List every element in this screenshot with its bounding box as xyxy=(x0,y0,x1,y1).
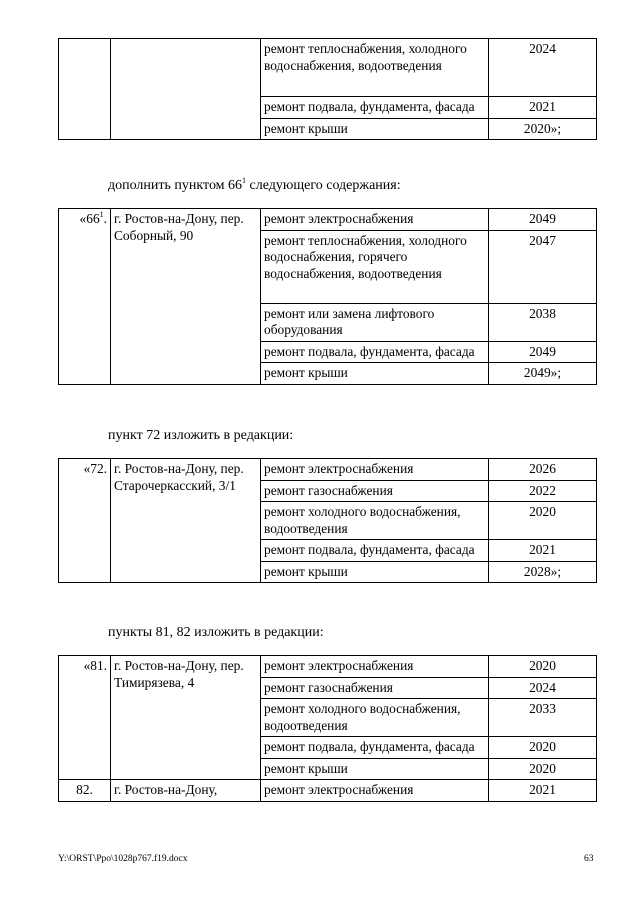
address-cell: г. Ростов-на-Дону, пер. Соборный, 90 xyxy=(111,209,261,385)
num-cell: «$66^1$. xyxy=(59,209,111,385)
work-cell: ремонт электроснабжения xyxy=(261,459,489,481)
address-cell xyxy=(111,39,261,140)
work-cell: ремонт газоснабжения xyxy=(261,677,489,699)
year-cell: 2021 xyxy=(489,97,597,119)
work-cell: ремонт электроснабжения xyxy=(261,209,489,231)
work-cell: ремонт теплоснабжения, холодного водоснабжения, водоотведения xyxy=(261,39,489,97)
paragraph-items-81-82: пункты 81, 82 изложить в редакции: xyxy=(108,625,324,640)
year-cell: 2020 xyxy=(489,502,597,540)
footer-file-path: Y:\ORST\Ppo\1028p767.f19.docx xyxy=(58,854,188,864)
table-row xyxy=(59,780,597,802)
year-cell: 2026 xyxy=(489,459,597,481)
year-cell: 2020 xyxy=(489,737,597,759)
work-cell: ремонт теплоснабжения, холодного водоснабжения, горячего водоснабжения, водоотведения xyxy=(261,230,489,303)
table-row xyxy=(59,459,597,481)
table-items-81-82 xyxy=(58,655,597,802)
table-row xyxy=(59,39,597,97)
work-cell: ремонт или замена лифтового оборудования xyxy=(261,303,489,341)
year-cell: 2049 xyxy=(489,209,597,231)
year-cell: 2021 xyxy=(489,780,597,802)
year-cell: 2020 xyxy=(489,656,597,678)
year-cell: 2028»; xyxy=(489,561,597,583)
num-cell: 82. xyxy=(59,780,111,802)
address-cell: г. Ростов-на-Дону, пер. Старочеркасский, 3/1 xyxy=(111,459,261,583)
work-cell: ремонт подвала, фундамента, фасада xyxy=(261,97,489,119)
year-cell: 2024 xyxy=(489,39,597,97)
address-cell: г. Ростов-на-Дону, xyxy=(111,780,261,802)
work-cell: ремонт подвала, фундамента, фасада xyxy=(261,540,489,562)
year-cell: 2033 xyxy=(489,699,597,737)
year-cell: 2024 xyxy=(489,677,597,699)
work-cell: ремонт холодного водоснабжения, водоотведения xyxy=(261,502,489,540)
num-cell: «72. xyxy=(59,459,111,583)
table-item-72 xyxy=(58,458,597,583)
year-cell: 2047 xyxy=(489,230,597,303)
address-cell: г. Ростов-на-Дону, пер. Тимирязева, 4 xyxy=(111,656,261,780)
paragraph-item-72: пункт 72 изложить в редакции: xyxy=(108,428,294,443)
year-cell: 2021 xyxy=(489,540,597,562)
table-continuation xyxy=(58,38,597,140)
year-cell: 2038 xyxy=(489,303,597,341)
work-cell: ремонт подвала, фундамента, фасада xyxy=(261,737,489,759)
work-cell: ремонт крыши xyxy=(261,118,489,140)
table-item-66-1 xyxy=(58,208,597,385)
work-cell: ремонт крыши xyxy=(261,363,489,385)
num-cell: «81. xyxy=(59,656,111,780)
work-cell: ремонт холодного водоснабжения, водоотведения xyxy=(261,699,489,737)
table-row xyxy=(59,656,597,678)
work-cell: ремонт подвала, фундамента, фасада xyxy=(261,341,489,363)
year-cell: 2020 xyxy=(489,758,597,780)
work-cell: ремонт электроснабжения xyxy=(261,656,489,678)
year-cell: 2020»; xyxy=(489,118,597,140)
work-cell: ремонт электроснабжения xyxy=(261,780,489,802)
num-cell xyxy=(59,39,111,140)
year-cell: 2049 xyxy=(489,341,597,363)
work-cell: ремонт крыши xyxy=(261,561,489,583)
paragraph-add-66-1: дополнить пунктом $66^1$ следующего содержания: xyxy=(108,176,401,193)
work-cell: ремонт крыши xyxy=(261,758,489,780)
footer-page-number: 63 xyxy=(584,854,594,864)
year-cell: 2049»; xyxy=(489,363,597,385)
work-cell: ремонт газоснабжения xyxy=(261,480,489,502)
table-row xyxy=(59,209,597,231)
year-cell: 2022 xyxy=(489,480,597,502)
